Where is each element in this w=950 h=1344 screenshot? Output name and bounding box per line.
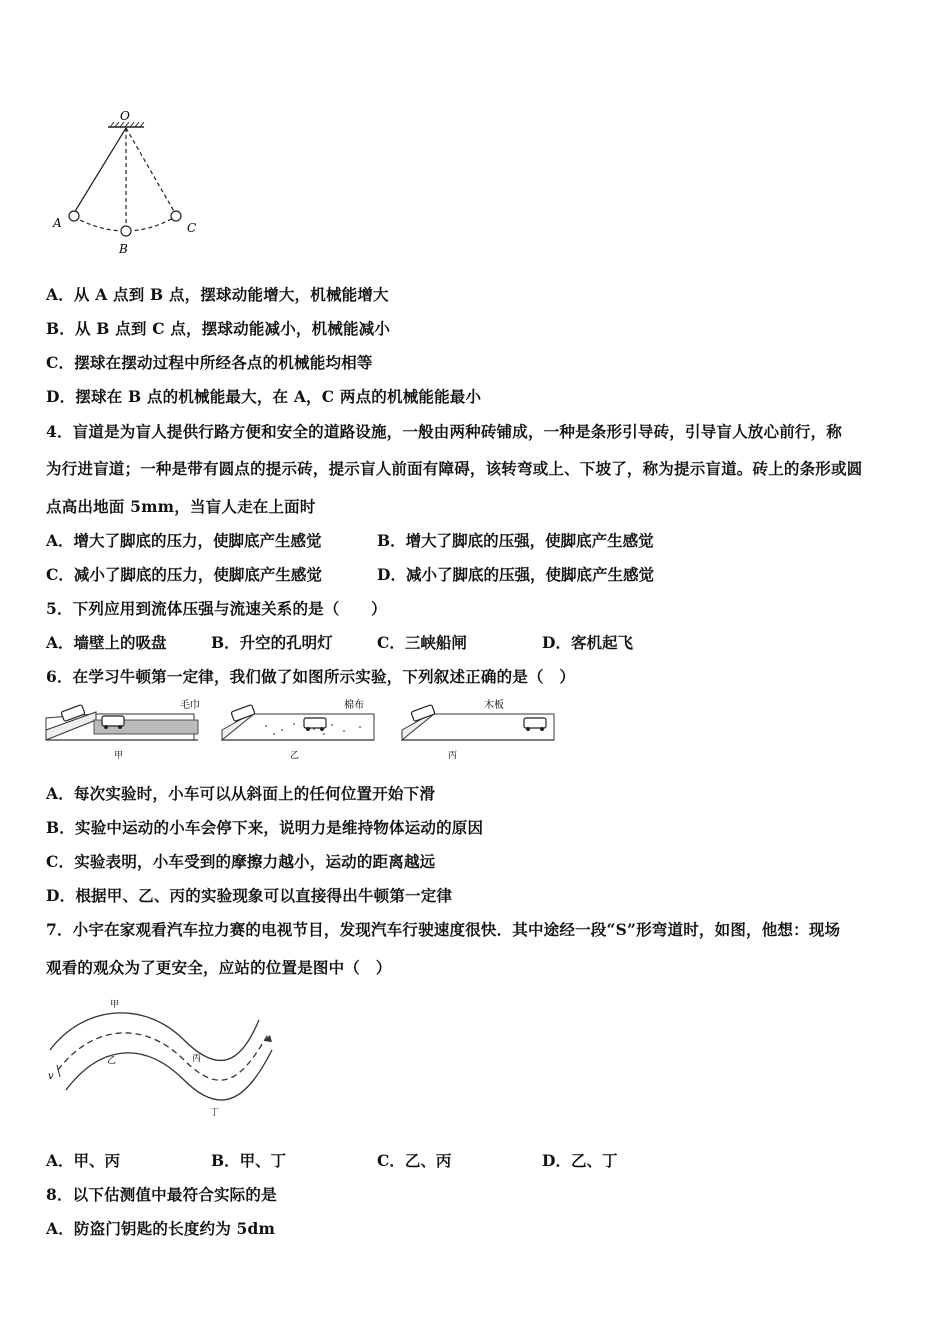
q7-stem-line-1: 7．小宇在家观看汽车拉力赛的电视节目，发现汽车行驶速度很快．其中途经一段“S”形弯道时，如图，他想：现场 bbox=[46, 920, 841, 939]
q6-option-d: D．根据甲、乙、丙的实验现象可以直接得出牛顿第一定律 bbox=[46, 886, 453, 905]
q5-option-a: A．墙壁上的吸盘 bbox=[46, 633, 167, 652]
panel-caption-yi: 乙 bbox=[290, 751, 300, 761]
s-curve-label-jia: 甲 bbox=[110, 1000, 120, 1010]
pendulum-label-c: C bbox=[187, 221, 197, 235]
q4-option-c: C．减小了脚底的压力，使脚底产生感觉 bbox=[46, 565, 322, 584]
q7-stem-line-2: 观看的观众为了更安全，应站的位置是图中（ ） bbox=[46, 958, 392, 977]
cart-panel-board bbox=[402, 698, 554, 761]
q6-option-c: C．实验表明，小车受到的摩擦力越小，运动的距离越远 bbox=[46, 852, 436, 871]
panel-caption-jia: 甲 bbox=[114, 751, 124, 761]
s-curve-label-ding: 丁 bbox=[210, 1108, 220, 1118]
pendulum-label-b: B bbox=[119, 242, 128, 256]
q4-option-b: B．增大了脚底的压强，使脚底产生感觉 bbox=[377, 531, 654, 550]
q4-stem-line-3: 点高出地面 5mm，当盲人走在上面时 bbox=[46, 497, 316, 516]
pendulum-label-o: O bbox=[120, 109, 130, 123]
s-curve-label-yi: 乙 bbox=[107, 1056, 117, 1066]
s-curve-label-v: v bbox=[48, 1071, 54, 1082]
q6-option-a: A．每次实验时，小车可以从斜面上的任何位置开始下滑 bbox=[46, 784, 436, 803]
q7-option-a: A．甲、丙 bbox=[46, 1151, 121, 1170]
q8-stem: 8．以下估测值中最符合实际的是 bbox=[46, 1185, 277, 1204]
q4-option-d: D．减小了脚底的压强，使脚底产生感觉 bbox=[377, 565, 654, 584]
panel-caption-bing: 丙 bbox=[448, 751, 458, 761]
pendulum-label-a: A bbox=[53, 216, 62, 230]
q5-stem: 5．下列应用到流体压强与流速关系的是（ ） bbox=[46, 599, 387, 618]
cart-panel-cotton bbox=[222, 698, 374, 761]
q6-option-b: B．实验中运动的小车会停下来，说明力是维持物体运动的原因 bbox=[46, 818, 484, 837]
q3-option-d: D．摆球在 B 点的机械能最大，在 A，C 两点的机械能能最小 bbox=[46, 387, 482, 406]
q5-option-b: B．升空的孔明灯 bbox=[211, 633, 333, 652]
q3-option-c: C．摆球在摆动过程中所经各点的机械能均相等 bbox=[46, 353, 373, 372]
cart-panel-towel bbox=[46, 698, 200, 761]
q3-option-a: A．从 A 点到 B 点，摆球动能增大，机械能增大 bbox=[46, 285, 389, 304]
q5-option-c: C．三峡船闸 bbox=[377, 633, 467, 652]
surface-label-towel: 毛巾 bbox=[180, 700, 200, 711]
q6-stem: 6．在学习牛顿第一定律，我们做了如图所示实验，下列叙述正确的是（ ） bbox=[46, 667, 576, 686]
q7-option-b: B．甲、丁 bbox=[211, 1151, 287, 1170]
q8-option-a: A．防盗门钥匙的长度约为 5dm bbox=[46, 1219, 276, 1238]
surface-label-cotton: 棉布 bbox=[344, 700, 364, 711]
q4-stem-line-1: 4．盲道是为盲人提供行路方便和安全的道路设施，一般由两种砖铺成，一种是条形引导砖，引导盲人放心前行，称 bbox=[46, 422, 842, 441]
q4-option-a: A．增大了脚底的压力，使脚底产生感觉 bbox=[46, 531, 322, 550]
s-curve-label-bing: 丙 bbox=[192, 1054, 202, 1064]
pendulum-figure bbox=[40, 105, 220, 260]
q5-option-d: D．客机起飞 bbox=[542, 633, 633, 652]
q3-option-b: B．从 B 点到 C 点，摆球动能减小，机械能减小 bbox=[46, 319, 391, 338]
cart-experiment-figure bbox=[44, 694, 556, 764]
q7-option-d: D．乙、丁 bbox=[542, 1151, 618, 1170]
surface-label-board: 木板 bbox=[484, 700, 504, 711]
q7-option-c: C．乙、丙 bbox=[377, 1151, 452, 1170]
s-curve-road-figure bbox=[44, 995, 279, 1125]
q4-stem-line-2: 为行进盲道；一种是带有圆点的提示砖，提示盲人前面有障碍，该转弯或上、下坡了，称为提示盲道。砖上的条形或圆 bbox=[46, 459, 863, 478]
